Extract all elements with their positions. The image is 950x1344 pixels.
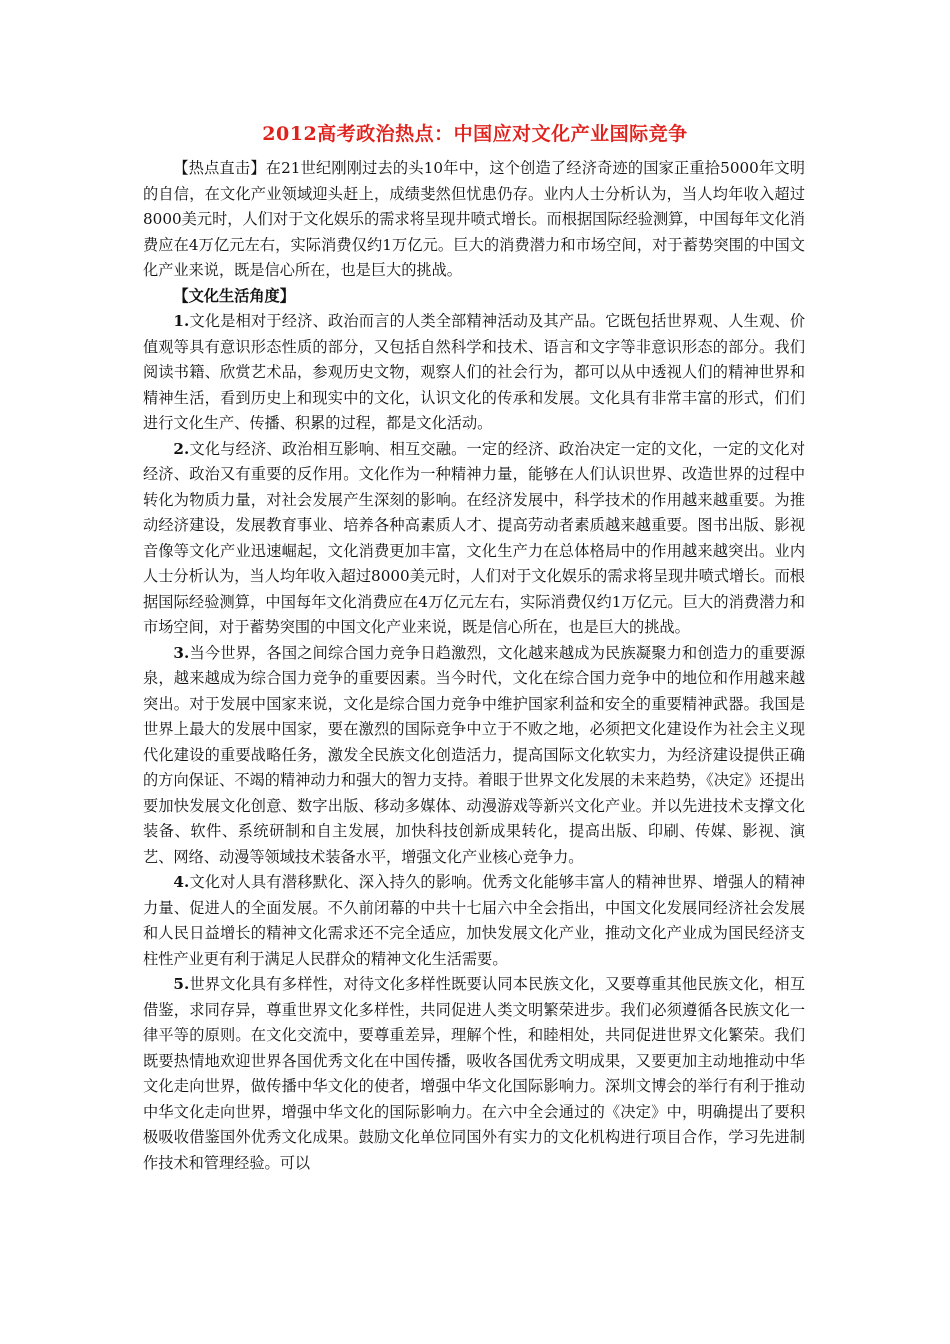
section-heading: 【文化生活角度】 <box>173 286 295 305</box>
point-text: 文化与经济、政治相互影响、相互交融。一定的经济、政治决定一定的文化，一定的文化对经济、政治又有重要的反作用。文化作为一种精神力量，能够在人们认识世界、改造世界的过程中转化为物质力量，对社会发展产生深刻的影响。在经济发展中，科学技术的作用越来越重要。为推动经济建设，发展教育事业、培养各种高素质人才、提高劳动者素质越来越重要。图书出版、影视音像等文化产业迅速崛起，文化消费更加丰富，文化生产力在总体格局中的作用越来越突出。业内人士分析认为，当人均年收入超过8000美元时，人们对于文化娱乐的需求将呈现井喷式增长。而根据国际经验测算，中国每年文化消费应在4万亿元左右，实际消费仅约1万亿元。巨大的消费潜力和市场空间，对于蓄势突围的中国文化产业来说，既是信心所在，也是巨大的挑战。 <box>143 439 805 636</box>
point-text: 当今世界，各国之间综合国力竞争日趋激烈，文化越来越成为民族凝聚力和创造力的重要源泉，越来越成为综合国力竞争的重要因素。当今时代，文化在综合国力竞争中的地位和作用越来越突出。对于发展中国家来说，文化是综合国力竞争中维护国家利益和安全的重要精神武器。我国是世界上最大的发展中国家，要在激烈的国际竞争中立于不败之地，必须把文化建设作为社会主义现代化建设的重要战略任务，激发全民族文化创造活力，提高国际文化软实力，为经济建设提供正确的方向保证、不竭的精神动力和强大的智力支持。着眼于世界文化发展的未来趋势，《决定》还提出要加快发展文化创意、数字出版、移动多媒体、动漫游戏等新兴文化产业。并以先进技术支撑文化装备、软件、系统研制和自主发展，加快科技创新成果转化，提高出版、印刷、传媒、影视、演艺、网络、动漫等领域技术装备水平，增强文化产业核心竞争力。 <box>143 643 805 866</box>
point-text: 文化对人具有潜移默化、深入持久的影响。优秀文化能够丰富人的精神世界、增强人的精神力量、促进人的全面发展。不久前闭幕的中共十七届六中全会指出，中国文化发展同经济社会发展和人民日益增长的精神文化需求还不完全适应，加快发展文化产业，推动文化产业成为国民经济支柱性产业更有利于满足人民群众的精神文化生活需要。 <box>143 873 805 968</box>
point-number: 4. <box>173 873 190 891</box>
point-paragraph-1 <box>143 309 805 437</box>
point-number: 1. <box>173 312 190 330</box>
point-number: 3. <box>173 643 190 662</box>
point-paragraph-5 <box>143 972 805 1176</box>
point-paragraph-3 <box>143 641 805 871</box>
point-number: 5. <box>173 975 190 993</box>
point-text: 世界文化具有多样性，对待文化多样性既要认同本民族文化，又要尊重其他民族文化，相互借鉴，求同存异，尊重世界文化多样性，共同促进人类文明繁荣进步。我们必须遵循各民族文化一律平等的原则。在文化交流中，要尊重差异，理解个性，和睦相处，共同促进世界文化繁荣。我们既要热情地欢迎世界各国优秀文化在中国传播，吸收各国优秀文明成果，又要更加主动地推动中华文化走向世界，做传播中华文化的使者，增强中华文化国际影响力。深圳文博会的举行有利于推动中华文化走向世界，增强中华文化的国际影响力。在六中全会通过的《决定》中，明确提出了要积极吸收借鉴国外优秀文化成果。鼓励文化单位同国外有实力的文化机构进行项目合作，学习先进制作技术和管理经验。可以 <box>143 975 805 1172</box>
point-paragraph-4 <box>143 870 805 972</box>
document-title: 2012高考政治热点：中国应对文化产业国际竞争 <box>262 123 688 145</box>
intro-paragraph: 【热点直击】在21世纪刚刚过去的头10年中，这个创造了经济奇迹的国家正重拾5000年文明的自信，在文化产业领域迎头赶上，成绩斐然但忧患仍存。业内人士分析认为，当人均年收入超过8000美元时，人们对于文化娱乐的需求将呈现井喷式增长。而根据国际经验测算，中国每年文化消费应在4万亿元左右，实际消费仅约1万亿元。巨大的消费潜力和市场空间，对于蓄势突围的中国文化产业来说，既是信心所在，也是巨大的挑战。 <box>143 159 805 279</box>
point-number: 2. <box>173 439 190 458</box>
point-text: 文化是相对于经济、政治而言的人类全部精神活动及其产品。它既包括世界观、人生观、价值观等具有意识形态性质的部分，又包括自然科学和技术、语言和文字等非意识形态的部分。我们阅读书籍、欣赏艺术品，参观历史文物，观察人们的社会行为，都可以从中透视人们的精神世界和精神生活，看到历史上和现实中的文化，认识文化的传承和发展。文化具有非常丰富的形式，们们进行文化生产、传播、积累的过程，都是文化活动。 <box>143 312 805 432</box>
document-body <box>143 156 805 1176</box>
point-paragraph-2 <box>143 437 805 641</box>
